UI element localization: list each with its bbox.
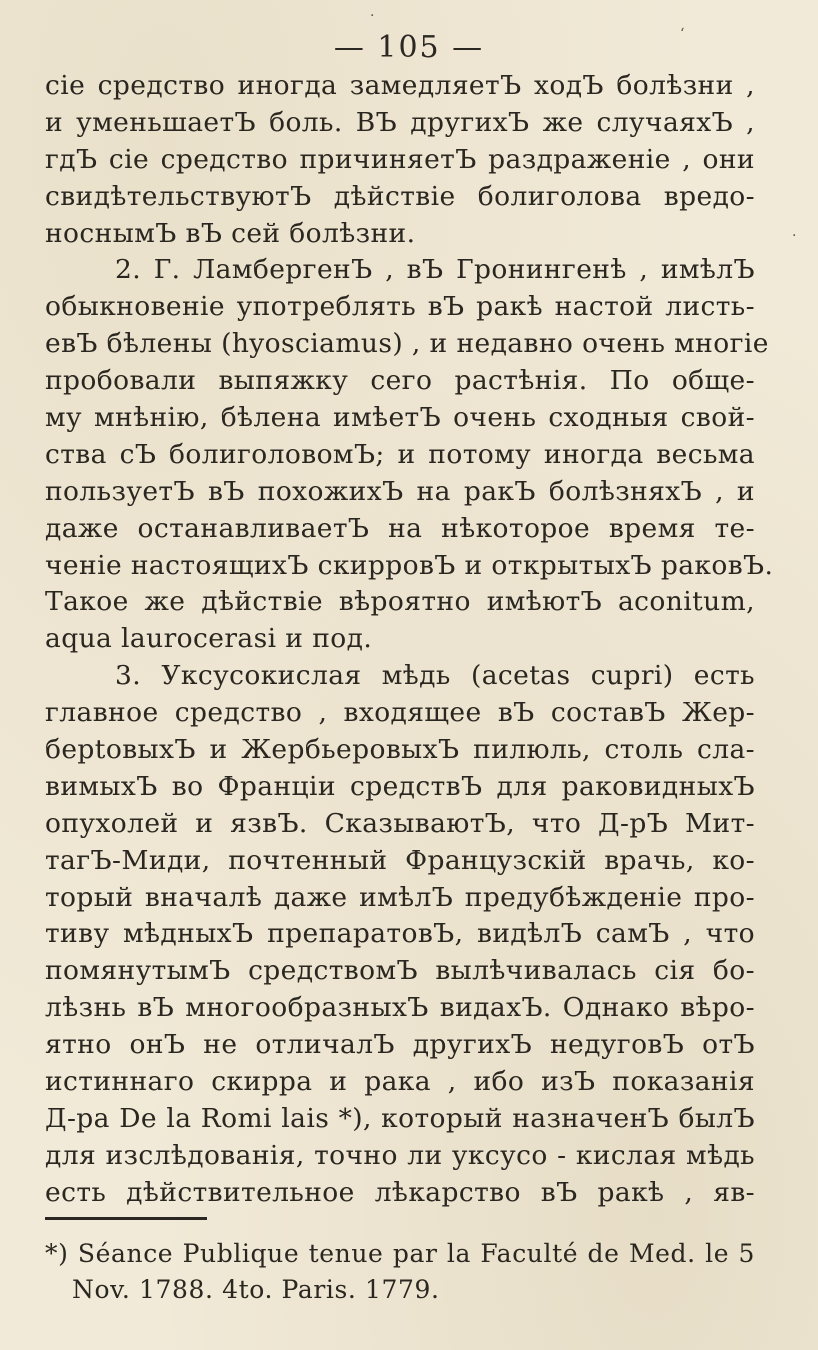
text-line: вимыхЪ во Франціи средствЪ для раковидныхЪ bbox=[45, 770, 755, 802]
footnote-divider bbox=[45, 1217, 207, 1220]
text-line: для изслѣдованія, точно ли уксусо - кислая мѣдь bbox=[45, 1139, 755, 1171]
text-line: сіе средство иногда замедляетЪ ходЪ болѣзни , bbox=[45, 70, 755, 101]
text-line: главное средство , входящее вЪ составЪ Жер- bbox=[45, 697, 755, 729]
paper-speck: · bbox=[370, 8, 375, 24]
text-line: тагЪ-Миди, почтенный Французскій врачь, ко- bbox=[45, 844, 755, 876]
body-text bbox=[45, 68, 774, 1212]
paper-speck: · bbox=[792, 228, 797, 244]
text-line: евЪ бѣлены (hyosciamus) , и недавно очень многіе bbox=[45, 328, 769, 360]
footnote-line: *) Séance Publique tenue par la Faculté de Med. le 5 bbox=[45, 1239, 755, 1268]
text-line: пробовали выпяжку сего растѣнія. По обще- bbox=[45, 365, 755, 397]
paragraph-2-start: 2. Г. ЛамбергенЪ , вЪ Гронингенѣ , имѣлЪ bbox=[115, 254, 755, 286]
page-number-header: — 105 — bbox=[333, 30, 485, 65]
text-line: опухолей и язвЪ. СказываютЪ, что Д-рЪ Мит- bbox=[45, 807, 755, 839]
text-line: обыкновеніе употреблять вЪ ракѣ настой листь- bbox=[45, 291, 755, 323]
footnote-line: Nov. 1788. 4to. Paris. 1779. bbox=[72, 1275, 440, 1304]
text-line: лѣзнь вЪ многообразныхЪ видахЪ. Однако вѣро- bbox=[45, 992, 755, 1024]
text-line: гдЪ сіе средство причиняетЪ раздраженіе , они bbox=[45, 143, 755, 175]
text-line: ятно онЪ не отличалЪ другихЪ недуговЪ отЪ bbox=[45, 1029, 755, 1061]
text-line: aqua laurocerasi и под. bbox=[45, 623, 373, 655]
text-line: помянутымЪ средствомЪ вылѣчивалась сія бо- bbox=[45, 955, 755, 987]
text-line: Д-ра De la Romi lais *), который назначенЪ былЪ bbox=[45, 1102, 755, 1134]
text-line: свидѣтельствуютЪ дѣйствіе болиголова вредо- bbox=[45, 180, 755, 212]
paper-speck: ʻ bbox=[680, 26, 685, 42]
text-line: Такое же дѣйствіе вѣроятно имѣютЪ aconitum, bbox=[45, 586, 755, 618]
text-line: и уменьшаетЪ боль. ВЪ другихЪ же случаяхЪ , bbox=[45, 106, 755, 138]
text-line: истиннаго скирра и рака , ибо изЪ показанія bbox=[45, 1066, 755, 1098]
text-line: пользуетЪ вЪ похожихЪ на ракЪ болѣзняхЪ , и bbox=[45, 475, 755, 507]
text-line: носнымЪ вЪ сей болѣзни. bbox=[45, 217, 416, 249]
text-line: ченіе настоящихЪ скирровЪ и открытыхЪ раковЪ. bbox=[45, 549, 774, 581]
text-line: му мнѣнію, бѣлена имѣетЪ очень сходныя свой- bbox=[45, 402, 755, 434]
footnotes bbox=[45, 1236, 755, 1308]
paragraph-3-start: 3. Уксусокислая мѣдь (acetas cupri) есть bbox=[115, 660, 755, 692]
text-line: даже останавливаетЪ на нѣкоторое время те- bbox=[45, 512, 755, 544]
text-line: есть дѣйствительное лѣкарство вЪ ракѣ , яв- bbox=[45, 1176, 755, 1208]
text-line: берtовыхЪ и ЖербьеровыхЪ пилюль, столь сла- bbox=[45, 734, 755, 766]
text-line: тиву мѣдныхЪ препаратовЪ, видѣлЪ самЪ , что bbox=[45, 918, 755, 950]
text-line: торый вначалѣ даже имѣлЪ предубѣжденіе про- bbox=[45, 881, 755, 913]
text-line: ства сЪ болиголовомЪ; и потому иногда весьма bbox=[45, 438, 755, 470]
